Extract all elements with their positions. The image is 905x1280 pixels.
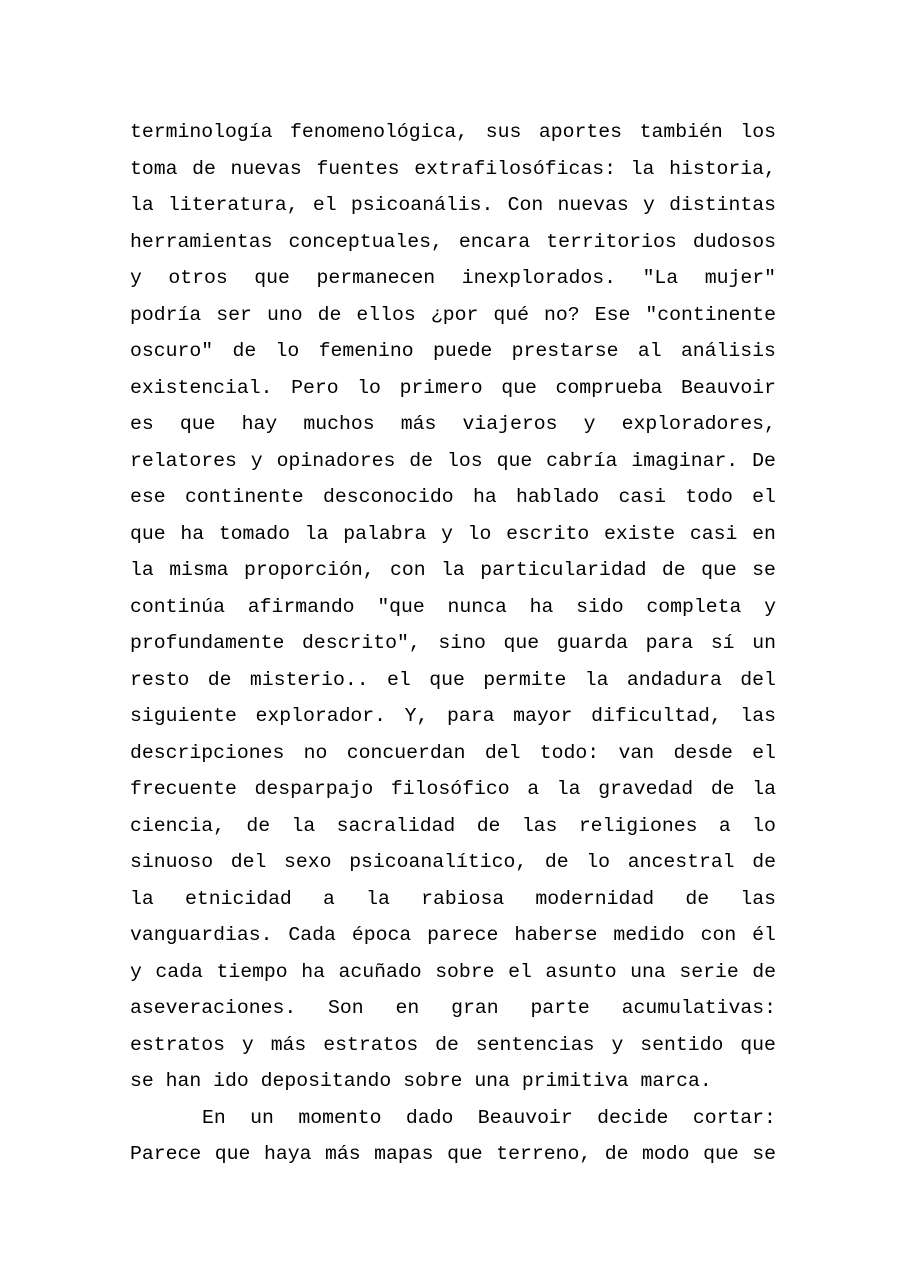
text-line: es que hay muchos más viajeros y exploradores, [130, 413, 776, 435]
body-text [130, 114, 776, 1173]
text-line: En un momento dado Beauvoir decide cortar: [202, 1106, 776, 1129]
text-line: sinuoso del sexo psicoanalítico, de lo ancestral de [130, 851, 776, 873]
text-line: oscuro" de lo femenino puede prestarse al análisis [130, 340, 776, 362]
text-line: ese continente desconocido ha hablado casi todo el [130, 486, 776, 508]
text-line: descripciones no concuerdan del todo: van desde el [130, 741, 776, 764]
text-line: y cada tiempo ha acuñado sobre el asunto una serie de [130, 960, 776, 983]
text-line: ciencia, de la sacralidad de las religiones a lo [130, 814, 776, 837]
text-line: vanguardias. Cada época parece haberse medido con él [130, 924, 776, 946]
text-line: estratos y más estratos de sentencias y sentido que [130, 1033, 776, 1056]
text-line: relatores y opinadores de los que cabría imaginar. De [130, 449, 776, 472]
text-line: terminología fenomenológica, sus aportes también los [130, 121, 776, 143]
text-line: siguiente explorador. Y, para mayor dificultad, las [130, 705, 776, 727]
text-line: aseveraciones. Son en gran parte acumulativas: [130, 997, 776, 1019]
text-line: continúa afirmando "que nunca ha sido completa y [130, 595, 776, 618]
text-line: y otros que permanecen inexplorados. "La mujer" [130, 267, 776, 289]
text-line: la misma proporción, con la particularidad de que se [130, 559, 776, 581]
text-line: podría ser uno de ellos ¿por qué no? Ese "continente [130, 303, 776, 326]
text-line: resto de misterio.. el que permite la andadura del [130, 668, 776, 691]
text-line: la literatura, el psicoanális. Con nuevas y distintas [130, 194, 776, 216]
text-line: existencial. Pero lo primero que comprueba Beauvoir [130, 376, 776, 399]
text-line: Parece que haya más mapas que terreno, de modo que se [130, 1143, 776, 1165]
paragraph [130, 114, 776, 1100]
text-line: se han ido depositando sobre una primitiva marca. [130, 1070, 712, 1092]
paragraph [130, 1100, 776, 1173]
text-line: que ha tomado la palabra y lo escrito existe casi en [130, 522, 776, 545]
text-line: profundamente descrito", sino que guarda para sí un [130, 632, 776, 654]
text-line: herramientas conceptuales, encara territorios dudosos [130, 230, 776, 253]
text-line: toma de nuevas fuentes extrafilosóficas: la historia, [130, 157, 776, 180]
text-line: la etnicidad a la rabiosa modernidad de las [130, 887, 776, 910]
text-line: frecuente desparpajo filosófico a la gravedad de la [130, 778, 776, 800]
